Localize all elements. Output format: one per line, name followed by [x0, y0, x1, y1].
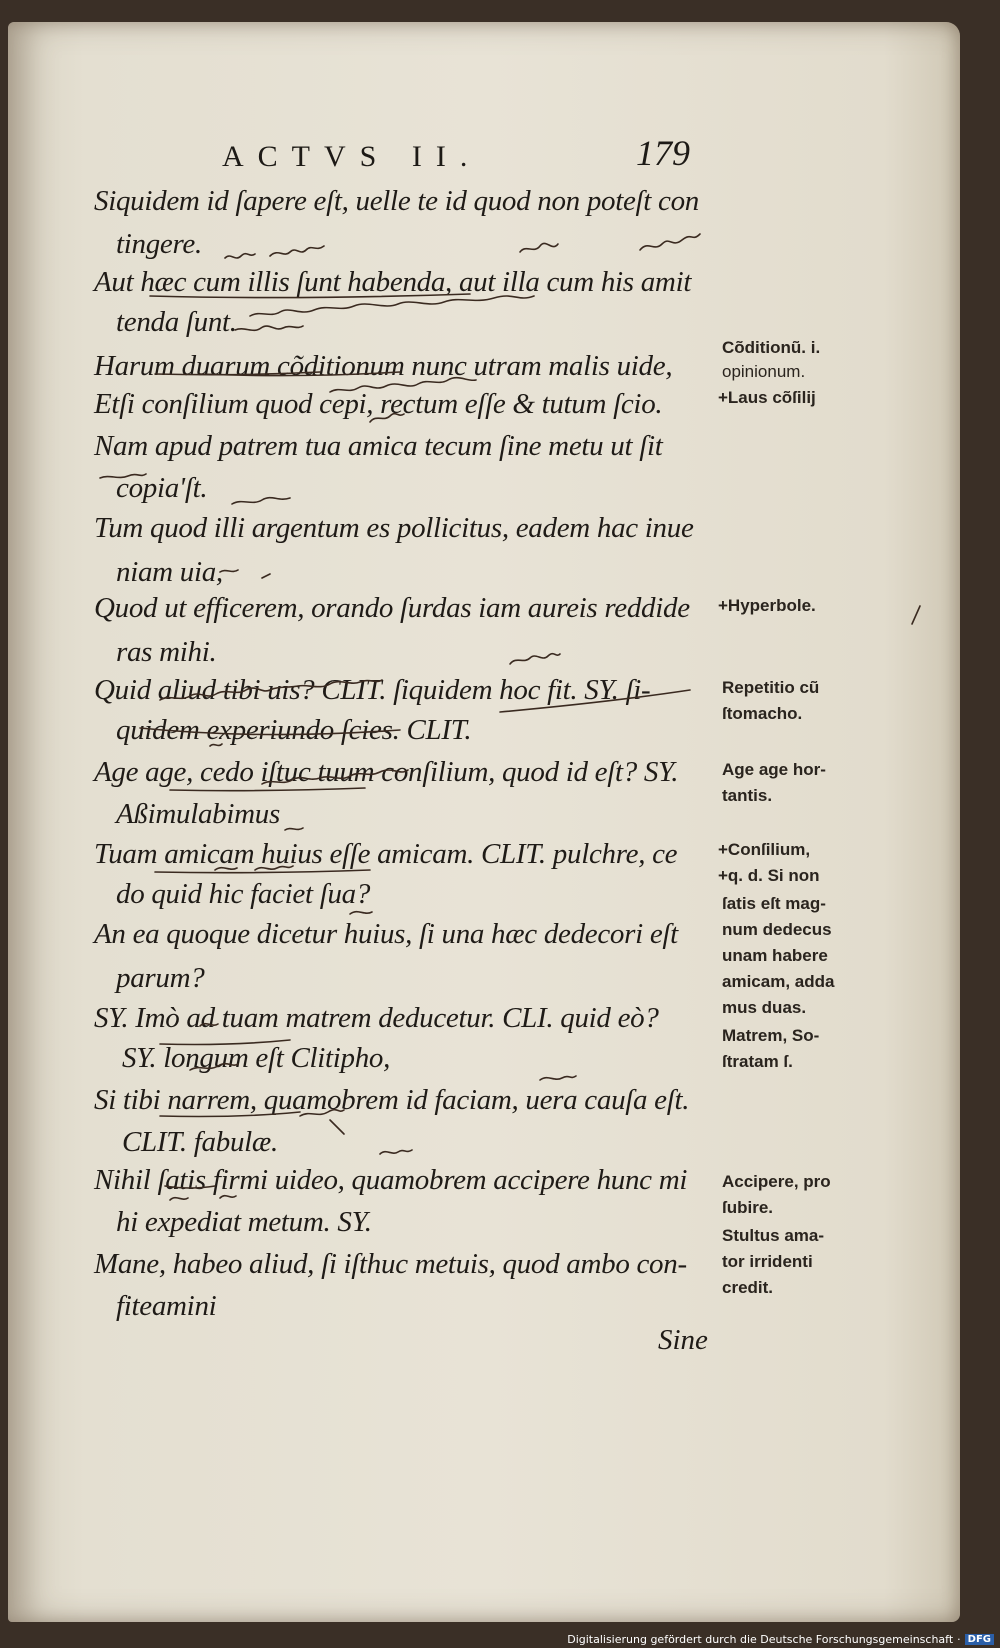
- text-line: fiteamini: [116, 1290, 217, 1322]
- margin-note: unam habere: [722, 946, 828, 965]
- text-line: do quid hic faciet ſua?: [116, 878, 371, 910]
- dfg-logo-icon: DFG: [965, 1634, 994, 1645]
- page-number: 179: [636, 133, 690, 173]
- margin-note: Stultus ama-: [722, 1226, 825, 1245]
- text-line: An ea quoque dicetur huius, ſi una hæc dedecori eſt: [94, 918, 678, 950]
- running-title: ACTVS II.: [222, 140, 482, 173]
- margin-note: Age age hor-: [722, 760, 826, 779]
- margin-note: mus duas.: [722, 998, 807, 1017]
- text-line: CLIT. fabulæ.: [122, 1126, 278, 1158]
- margin-note: tantis.: [722, 786, 773, 805]
- text-line: Quod ut efficerem, orando ſurdas iam aureis reddide: [94, 592, 690, 624]
- margin-note: +Hyperbole.: [718, 596, 816, 615]
- margin-note: +Conſilium,: [718, 840, 811, 859]
- text-line: Aut hæc cum illis ſunt habenda, aut illa cum his amit: [94, 266, 692, 298]
- text-line: Nihil ſatis firmi uideo, quamobrem accipere hunc mi: [94, 1164, 688, 1196]
- text-line: Aßimulabimus: [116, 798, 280, 830]
- text-line: Etſi conſilium quod cepi, rectum eſſe & tutum ſcio.: [94, 388, 663, 420]
- text-line: tenda ſunt.: [116, 306, 237, 338]
- text-line: Nam apud patrem tua amica tecum ſine metu ut ſit: [94, 430, 663, 462]
- text-line: quidem experiundo ſcies. CLIT.: [116, 714, 472, 746]
- margin-note: amicam, adda: [722, 972, 835, 991]
- margin-note: ſatis eſt mag-: [722, 894, 826, 913]
- margin-note: +Laus cõſilij: [718, 388, 816, 407]
- text-line: Siquidem id ſapere eſt, uelle te id quod non poteſt con: [94, 185, 699, 217]
- text-line: Tuam amicam huius eſſe amicam. CLIT. pulchre, ce: [94, 838, 678, 870]
- margin-note: Repetitio cũ: [722, 678, 820, 697]
- text-line: tingere.: [116, 228, 202, 260]
- margin-note: +q. d. Si non: [718, 866, 820, 885]
- digitization-credit: Digitalisierung gefördert durch die Deutsche Forschungsgemeinschaft · DFG: [567, 1633, 994, 1646]
- text-line: Tum quod illi argentum es pollicitus, eadem hac inue: [94, 512, 694, 544]
- catchword: Sine: [658, 1324, 708, 1356]
- credit-text: Digitalisierung gefördert durch die Deutsche Forschungsgemeinschaft: [567, 1633, 954, 1646]
- text-line: Mane, habeo aliud, ſi iſthuc metuis, quod ambo con-: [94, 1248, 687, 1280]
- text-line: niam uia,: [116, 556, 223, 588]
- text-line: parum?: [116, 962, 205, 994]
- text-line: Quid aliud tibi uis? CLIT. ſiquidem hoc fit. SY. ſi-: [94, 674, 651, 706]
- text-line: SY. Imò ad tuam matrem deducetur. CLI. quid eò?: [94, 1002, 659, 1034]
- text-line: Si tibi narrem, quamobrem id faciam, uera cauſa eſt.: [94, 1084, 690, 1116]
- margin-note: Accipere, pro: [722, 1172, 831, 1191]
- text-line: copia'ſt.: [116, 472, 208, 504]
- margin-note: Cõditionũ. i.: [722, 338, 821, 357]
- margin-note: ſtomacho.: [722, 704, 803, 723]
- margin-note: num dedecus: [722, 920, 832, 939]
- margin-note: credit.: [722, 1278, 774, 1297]
- text-line: SY. longum eſt Clitipho,: [122, 1042, 391, 1074]
- margin-note: Matrem, So-: [722, 1026, 820, 1045]
- margin-note: opinionum.: [722, 362, 806, 381]
- text-line: hi expediat metum. SY.: [116, 1206, 372, 1238]
- margin-note: ſtratam ſ.: [722, 1052, 793, 1071]
- text-line: Harum duarum cõditionum nunc utram malis uide,: [94, 350, 673, 382]
- text-line: ras mihi.: [116, 636, 217, 668]
- margin-note: tor irridenti: [722, 1252, 813, 1271]
- margin-note: ſubire.: [722, 1198, 774, 1217]
- text-line: Age age, cedo iſtuc tuum conſilium, quod id eſt? SY.: [94, 756, 679, 788]
